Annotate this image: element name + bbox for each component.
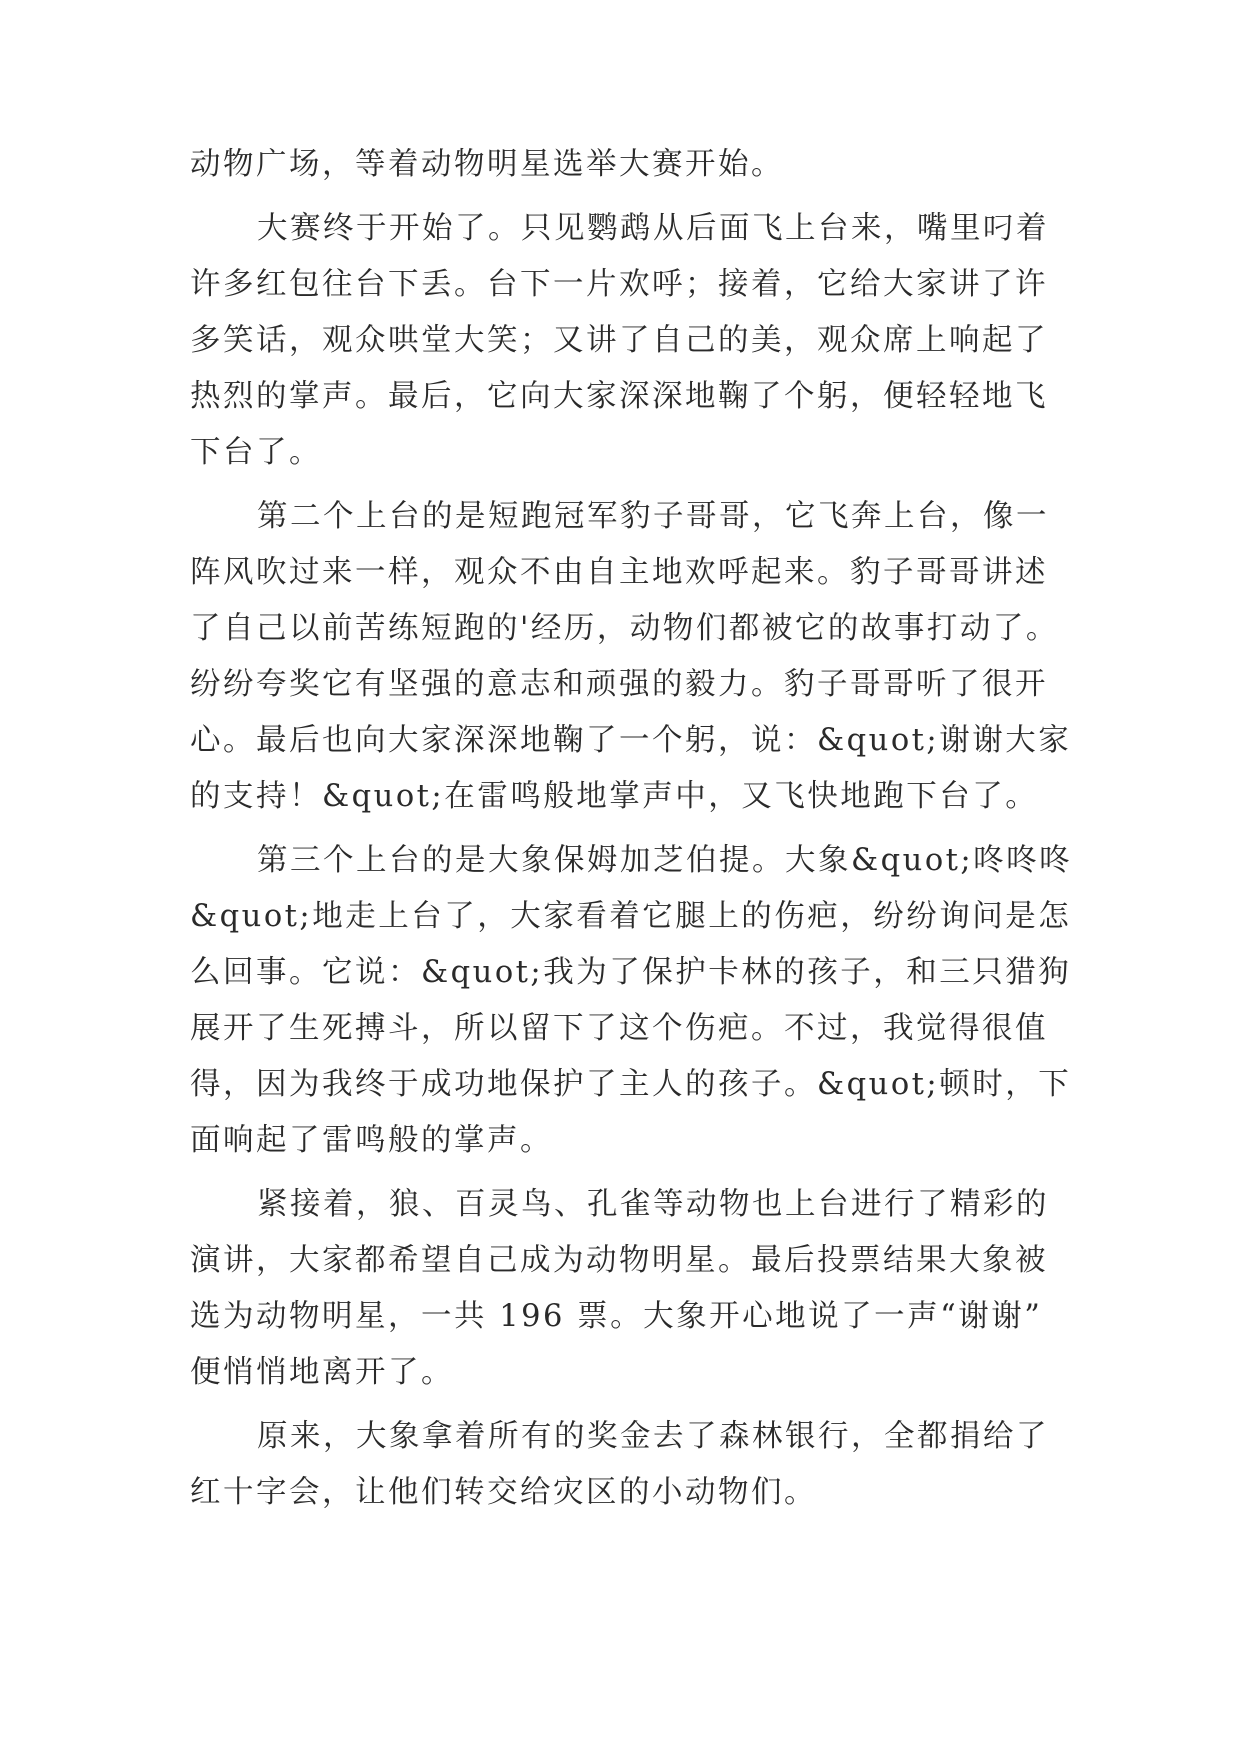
text-line: 红十字会，让他们转交给灾区的小动物们。 bbox=[190, 1475, 817, 1510]
text-line: 演讲，大家都希望自己成为动物明星。最后投票结果大象被 bbox=[190, 1243, 1048, 1278]
text-line: 展开了生死搏斗，所以留下了这个伤疤。不过，我觉得很值 bbox=[190, 1011, 1048, 1046]
text-line: 动物广场，等着动物明星选举大赛开始。 bbox=[190, 147, 784, 182]
text-line: 纷纷夸奖它有坚强的意志和顽强的毅力。豹子哥哥听了很开 bbox=[190, 667, 1048, 702]
text-line: 许多红包往台下丢。台下一片欢呼；接着，它给大家讲了许 bbox=[190, 267, 1048, 302]
text-line: 热烈的掌声。最后，它向大家深深地鞠了个躬，便轻轻地飞 bbox=[190, 379, 1048, 414]
paragraph-first-line: 第二个上台的是短跑冠军豹子哥哥，它飞奔上台，像一 bbox=[257, 499, 1049, 534]
text-line: 的支持！&quot;在雷鸣般地掌声中，又飞快地跑下台了。 bbox=[190, 779, 1039, 814]
paragraph-first-line: 大赛终于开始了。只见鹦鹉从后面飞上台来，嘴里叼着 bbox=[257, 211, 1049, 246]
text-line: 得，因为我终于成功地保护了主人的孩子。&quot;顿时，下 bbox=[190, 1067, 1072, 1102]
paragraph-first-line: 原来，大象拿着所有的奖金去了森林银行，全都捐给了 bbox=[257, 1419, 1049, 1454]
paragraph-first-line: 第三个上台的是大象保姆加芝伯提。大象&quot;咚咚咚 bbox=[257, 843, 1073, 878]
text-line: &quot;地走上台了，大家看着它腿上的伤疤，纷纷询问是怎 bbox=[190, 899, 1072, 934]
text-line: 了自己以前苦练短跑的'经历，动物们都被它的故事打动了。 bbox=[190, 611, 1059, 646]
text-line: 多笑话，观众哄堂大笑；又讲了自己的美，观众席上响起了 bbox=[190, 323, 1048, 358]
text-line: 心。最后也向大家深深地鞠了一个躬，说：&quot;谢谢大家 bbox=[190, 723, 1072, 758]
text-line: 便悄悄地离开了。 bbox=[190, 1355, 454, 1390]
text-line: 下台了。 bbox=[190, 435, 322, 470]
text-line: 阵风吹过来一样，观众不由自主地欢呼起来。豹子哥哥讲述 bbox=[190, 555, 1048, 590]
paragraph-first-line: 紧接着，狼、百灵鸟、孔雀等动物也上台进行了精彩的 bbox=[257, 1187, 1049, 1222]
text-line: 面响起了雷鸣般的掌声。 bbox=[190, 1123, 553, 1158]
text-line: 选为动物明星，一共 196 票。大象开心地说了一声“谢谢” bbox=[190, 1299, 1043, 1334]
text-line: 么回事。它说：&quot;我为了保护卡林的孩子，和三只猎狗 bbox=[190, 955, 1072, 990]
